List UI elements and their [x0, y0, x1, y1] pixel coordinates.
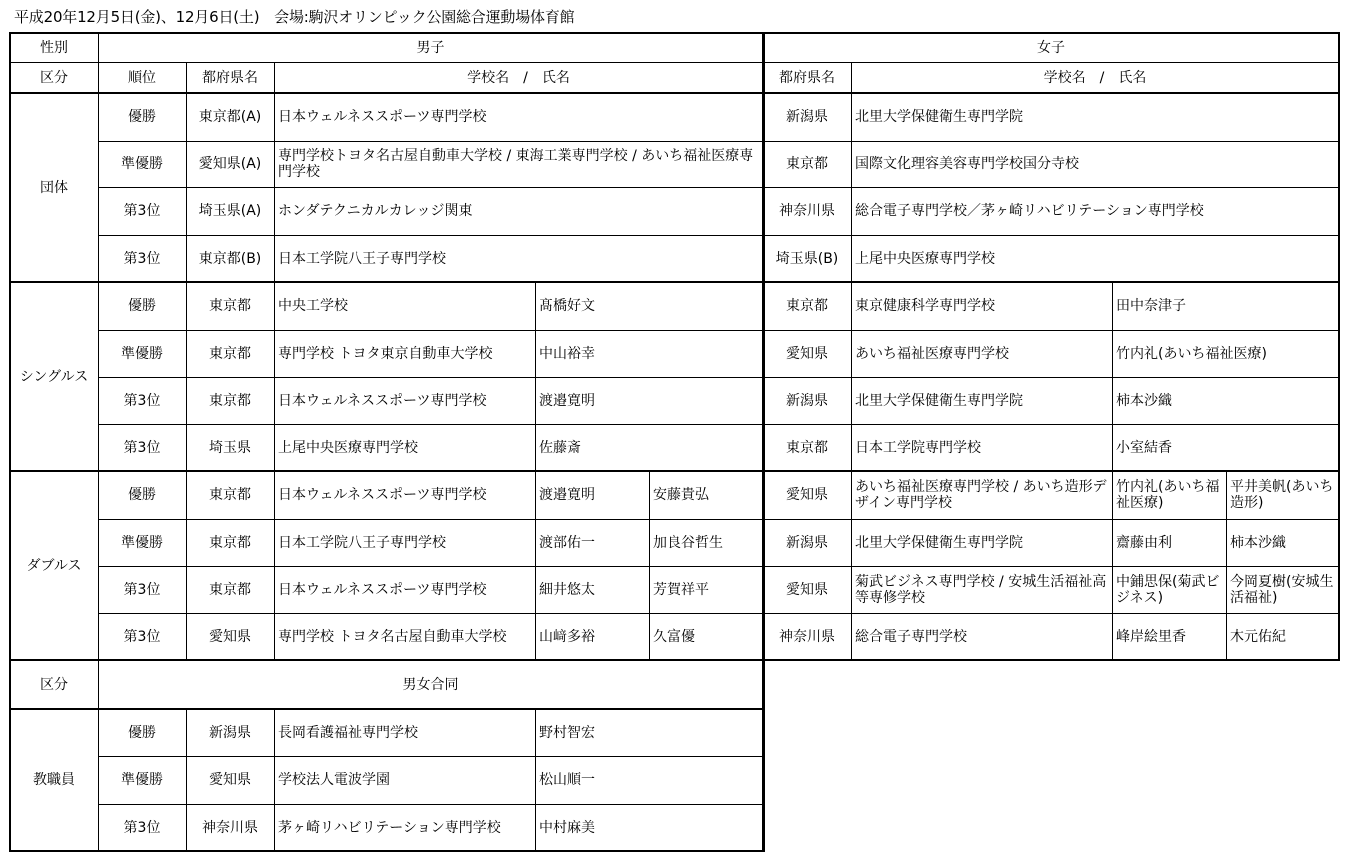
male-school-cell: 専門学校 トヨタ東京自動車大学校 — [274, 330, 536, 378]
female-prefecture-cell: 東京都 — [763, 424, 852, 472]
header-male-prefecture: 都府県名 — [186, 62, 275, 94]
male-school-cell: 日本ウェルネススポーツ専門学校 — [274, 377, 536, 425]
section-border — [9, 659, 1340, 661]
male-school-cell: 中央工学校 — [274, 282, 536, 331]
female-player-cell: 田中奈津子 — [1112, 282, 1340, 331]
female-school-cell: 総合電子専門学校 — [851, 613, 1113, 661]
header-female-prefecture: 都府県名 — [763, 62, 852, 94]
header-female: 女子 — [763, 33, 1340, 63]
male-player-cell: 山﨑多裕 — [535, 613, 650, 661]
staff-header-division: 区分 — [10, 660, 99, 710]
female-player-cell: 木元佑紀 — [1226, 613, 1340, 661]
rank-cell: 準優勝 — [98, 330, 187, 378]
section-staff: 教職員 — [10, 709, 99, 852]
header-division: 区分 — [10, 62, 99, 94]
female-prefecture-cell: 愛知県 — [763, 566, 852, 614]
table-top-border — [9, 32, 1340, 34]
male-prefecture-cell: 東京都(A) — [186, 93, 275, 142]
female-player-cell: 齋藤由利 — [1112, 519, 1227, 567]
male-player-cell: 安藤貴弘 — [649, 471, 764, 520]
rank-cell: 準優勝 — [98, 141, 187, 188]
table-bottom-border — [9, 850, 764, 852]
rank-cell: 第3位 — [98, 235, 187, 283]
male-prefecture-cell: 東京都 — [186, 471, 275, 520]
male-player-cell: 佐藤斎 — [535, 424, 764, 472]
female-prefecture-cell: 東京都 — [763, 141, 852, 188]
female-player-cell: 柿本沙織 — [1226, 519, 1340, 567]
female-prefecture-cell: 愛知県 — [763, 330, 852, 378]
header-male-school-name: 学校名 / 氏名 — [274, 62, 764, 94]
male-player-cell: 渡邉寛明 — [535, 471, 650, 520]
female-school-cell: 菊武ビジネス専門学校 / 安城生活福祉高等専修学校 — [851, 566, 1113, 614]
rank-cell: 優勝 — [98, 282, 187, 331]
table-left-border — [9, 32, 11, 852]
male-player-cell: 芳賀祥平 — [649, 566, 764, 614]
prefecture-cell: 新潟県 — [186, 709, 275, 757]
player-cell: 松山順一 — [535, 756, 764, 805]
rank-cell: 優勝 — [98, 709, 187, 757]
female-school-cell: 上尾中央医療専門学校 — [851, 235, 1340, 283]
male-player-cell: 中山裕幸 — [535, 330, 764, 378]
player-cell: 中村麻美 — [535, 804, 764, 852]
female-school-cell: 東京健康科学専門学校 — [851, 282, 1113, 331]
female-school-cell: 北里大学保健衛生専門学院 — [851, 93, 1340, 142]
male-prefecture-cell: 愛知県(A) — [186, 141, 275, 188]
rank-cell: 第3位 — [98, 187, 187, 236]
male-prefecture-cell: 東京都 — [186, 566, 275, 614]
female-player-cell: 峰岸絵里香 — [1112, 613, 1227, 661]
male-school-cell: ホンダテクニカルカレッジ関東 — [274, 187, 764, 236]
section-border — [9, 708, 764, 710]
female-school-cell: 日本工学院専門学校 — [851, 424, 1113, 472]
male-prefecture-cell: 埼玉県 — [186, 424, 275, 472]
school-cell: 茅ヶ崎リハビリテーション専門学校 — [274, 804, 536, 852]
female-player-cell: 中鋪思保(菊武ビジネス) — [1112, 566, 1227, 614]
table-divider-border — [762, 32, 765, 852]
male-player-cell: 加良谷哲生 — [649, 519, 764, 567]
page-title: 平成20年12月5日(金)、12月6日(土) 会場:駒沢オリンピック公園総合運動場体育館 — [14, 8, 575, 26]
female-player-cell: 柿本沙織 — [1112, 377, 1340, 425]
rank-cell: 準優勝 — [98, 519, 187, 567]
female-player-cell: 竹内礼(あいち福祉医療) — [1112, 471, 1227, 520]
female-prefecture-cell: 神奈川県 — [763, 187, 852, 236]
male-prefecture-cell: 東京都 — [186, 330, 275, 378]
rank-cell: 第3位 — [98, 804, 187, 852]
female-player-cell: 平井美帆(あいち造形) — [1226, 471, 1340, 520]
female-prefecture-cell: 愛知県 — [763, 471, 852, 520]
female-prefecture-cell: 新潟県 — [763, 519, 852, 567]
rank-cell: 第3位 — [98, 566, 187, 614]
male-player-cell: 久富優 — [649, 613, 764, 661]
header-female-school-name: 学校名 / 氏名 — [851, 62, 1340, 94]
section-border — [9, 470, 1340, 472]
male-school-cell: 専門学校トヨタ名古屋自動車大学校 / 東海工業専門学校 / あいち福祉医療専門学校 — [274, 141, 764, 188]
school-cell: 学校法人電波学園 — [274, 756, 536, 805]
female-player-cell: 今岡夏樹(安城生活福祉) — [1226, 566, 1340, 614]
female-school-cell: 北里大学保健衛生専門学院 — [851, 377, 1113, 425]
male-prefecture-cell: 東京都 — [186, 282, 275, 331]
male-prefecture-cell: 愛知県 — [186, 613, 275, 661]
school-cell: 長岡看護福祉専門学校 — [274, 709, 536, 757]
female-prefecture-cell: 埼玉県(B) — [763, 235, 852, 283]
section-singles: シングルス — [10, 282, 99, 472]
header-male: 男子 — [98, 33, 764, 63]
male-school-cell: 専門学校 トヨタ名古屋自動車大学校 — [274, 613, 536, 661]
female-prefecture-cell: 新潟県 — [763, 377, 852, 425]
section-border — [9, 92, 1340, 94]
staff-header-mixed: 男女合同 — [98, 660, 764, 710]
rank-cell: 準優勝 — [98, 756, 187, 805]
female-school-cell: あいち福祉医療専門学校 / あいち造形デザイン専門学校 — [851, 471, 1113, 520]
prefecture-cell: 愛知県 — [186, 756, 275, 805]
rank-cell: 第3位 — [98, 424, 187, 472]
section-doubles: ダブルス — [10, 471, 99, 661]
female-prefecture-cell: 神奈川県 — [763, 613, 852, 661]
male-school-cell: 日本工学院八王子専門学校 — [274, 519, 536, 567]
male-player-cell: 髙橋好文 — [535, 282, 764, 331]
male-school-cell: 上尾中央医療専門学校 — [274, 424, 536, 472]
header-gender: 性別 — [10, 33, 99, 63]
female-school-cell: 北里大学保健衛生専門学院 — [851, 519, 1113, 567]
female-player-cell: 竹内礼(あいち福祉医療) — [1112, 330, 1340, 378]
rank-cell: 第3位 — [98, 613, 187, 661]
male-player-cell: 渡部佑一 — [535, 519, 650, 567]
male-school-cell: 日本ウェルネススポーツ専門学校 — [274, 566, 536, 614]
table-right-border — [1338, 32, 1340, 661]
male-school-cell: 日本ウェルネススポーツ専門学校 — [274, 93, 764, 142]
male-player-cell: 細井悠太 — [535, 566, 650, 614]
male-prefecture-cell: 東京都 — [186, 377, 275, 425]
section-border — [9, 281, 1340, 283]
male-school-cell: 日本ウェルネススポーツ専門学校 — [274, 471, 536, 520]
female-school-cell: 国際文化理容美容専門学校国分寺校 — [851, 141, 1340, 188]
female-school-cell: あいち福祉医療専門学校 — [851, 330, 1113, 378]
male-player-cell: 渡邉寛明 — [535, 377, 764, 425]
male-prefecture-cell: 東京都(B) — [186, 235, 275, 283]
prefecture-cell: 神奈川県 — [186, 804, 275, 852]
rank-cell: 優勝 — [98, 471, 187, 520]
male-prefecture-cell: 埼玉県(A) — [186, 187, 275, 236]
female-prefecture-cell: 新潟県 — [763, 93, 852, 142]
header-rank: 順位 — [98, 62, 187, 94]
section-team: 団体 — [10, 93, 99, 283]
rank-cell: 第3位 — [98, 377, 187, 425]
male-school-cell: 日本工学院八王子専門学校 — [274, 235, 764, 283]
rank-cell: 優勝 — [98, 93, 187, 142]
female-player-cell: 小室結香 — [1112, 424, 1340, 472]
female-school-cell: 総合電子専門学校／茅ヶ崎リハビリテーション専門学校 — [851, 187, 1340, 236]
male-prefecture-cell: 東京都 — [186, 519, 275, 567]
female-prefecture-cell: 東京都 — [763, 282, 852, 331]
player-cell: 野村智宏 — [535, 709, 764, 757]
